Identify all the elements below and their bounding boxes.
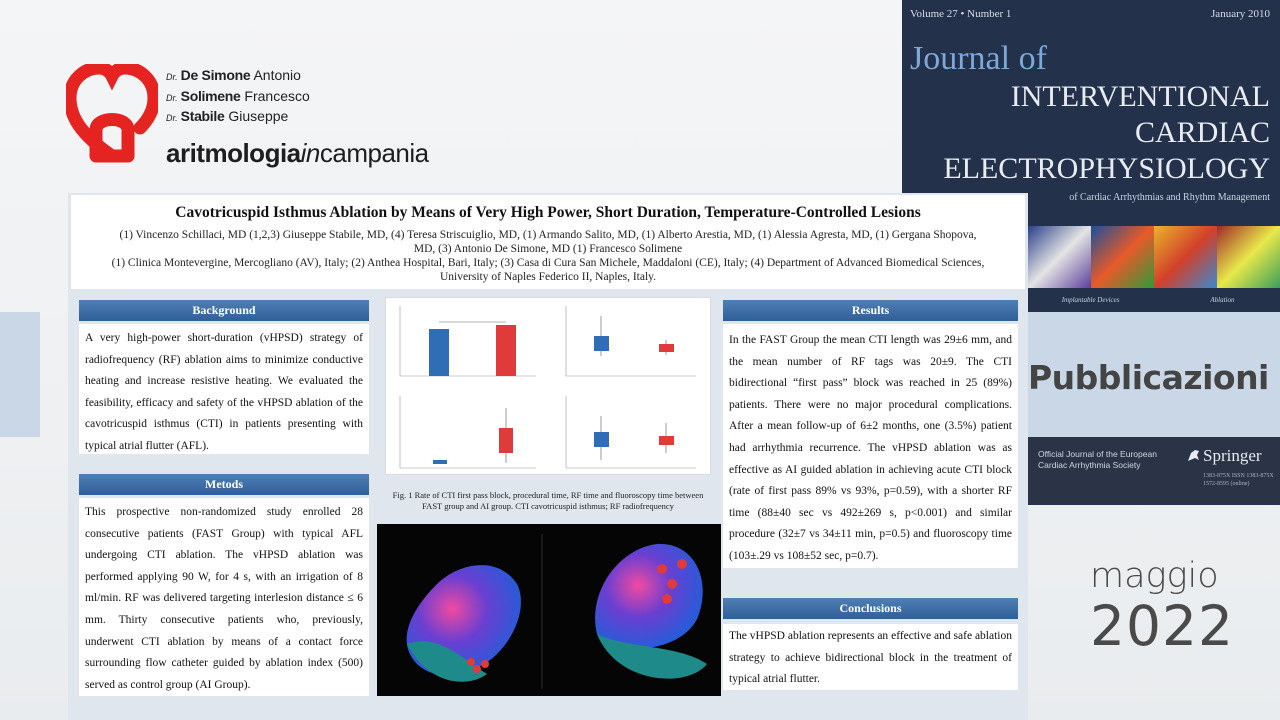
springer-banner (1028, 437, 1280, 505)
journal-date: January 2010 (1211, 8, 1270, 20)
poster-title: Cavotricuspid Isthmus Ablation by Means of Very High Power, Short Duration, Temperature-Controlled Lesions (175, 204, 921, 221)
poster-header (71, 195, 1025, 289)
aritmologia-logo (66, 62, 446, 172)
doctor-entry: Dr. De Simone Antonio (166, 67, 301, 83)
doctor-list (166, 66, 310, 128)
figure-caption: Fig. 1 Rate of CTI first pass block, procedural time, RF time and fluoroscopy time between FAST group and AI group. CTI cavotricuspid isthmus; RF radiofrequency (392, 490, 704, 511)
journal-title-line: ELECTROPHYSIOLOGY (943, 152, 1270, 185)
boxplot-fluoroscopy-time (566, 396, 696, 468)
cover-image-tile (1091, 226, 1154, 288)
boxplot-rf-time (400, 396, 536, 468)
poster-affiliations: (1) Clinica Montevergine, Mercogliano (AV), Italy; (2) Anthea Hospital, Bari, Italy; (3) Casa di Cura San Michele, Maddaloni (CE), Italy; (4) Department of Advanced Biomedical Sciences, University of Naples Federico II, Naples, Italy. (111, 257, 985, 283)
journal-of-label: Journal of (910, 40, 1047, 77)
cover-image-tile (1154, 226, 1217, 288)
journal-title-line: CARDIAC (1134, 116, 1270, 149)
figure-plots (386, 298, 712, 476)
cardiac-map-illustration (377, 524, 721, 696)
poster (68, 193, 1028, 720)
bar-ai-group (496, 325, 516, 376)
conclusions-heading: Conclusions (723, 598, 1018, 619)
electroanatomic-map-image (377, 524, 721, 696)
poster-authors: (1) Vincenzo Schillaci, MD (1,2,3) Giuseppe Stabile, MD, (4) Teresa Striscuiglio, MD, (1) Armando Salito, MD, (1) Alberto Arestia, MD, (1) Alessia Agresta, MD, (1) Gergana Shopova, MD, (3) Antonio De Simone, MD (1) Francesco Solimene (119, 229, 977, 255)
journal-subtitle: of Cardiac Arrhythmias and Rhythm Management (1069, 192, 1270, 203)
figure-panel (385, 297, 711, 475)
journal-title-line: INTERVENTIONAL (1010, 80, 1270, 113)
official-journal-label: Official Journal of the European Cardiac Arrhythmia Society (1038, 449, 1157, 470)
methods-text: This prospective non-randomized study enrolled 28 consecutive patients (FAST Group) with typical AFL undergoing CTI ablation. The vHPSD ablation was performed applying 90 W, for 4 s, with an irrigation of 8 ml/min. RF was delivered targeting interlesion distance ≤ 6 mm. Thirty consecutive patients who, previously, underwent CTI ablation by means of a contact force surrounding flow catheter guided by ablation index (500) served as control group (AI Group). (79, 498, 369, 696)
journal-categories: Implantable Devices Ablation (1061, 296, 1235, 304)
cover-image-tile (1028, 226, 1091, 288)
background-text: A very high-power short-duration (vHPSD) strategy of radiofrequency (RF) ablation aims to minimize conductive heating and increase resistive heating. We evaluated the feasibility, efficacy and safety of the vHPSD ablation of the cavotricuspid isthmus (CTI) in patients presenting with typical atrial flutter (AFL). (79, 324, 369, 454)
background-band-left (0, 312, 40, 437)
doctor-entry: Dr. Solimene Francesco (166, 87, 310, 104)
heart-logo-icon (66, 64, 158, 164)
bar-fast-group (429, 329, 449, 376)
doctor-entry: Dr. Stabile Giuseppe (166, 108, 289, 124)
year-label: 2022 (1090, 594, 1234, 658)
springer-horse-icon (1186, 447, 1202, 463)
results-text: In the FAST Group the mean CTI length was 29±6 mm, and the mean number of RF tags was 20±9. The CTI bidirectional “first pass” block was reached in 25 (89%) patients. There were no major procedural complications. After a mean follow-up of 6±2 months, one (3.5%) patient had arrhythmia recurrence. The vHPSD ablation was as effective as AI guided ablation in achieving acute CTI block (rate of first pass 89% vs 93%, p=0.59), with a shorter RF time (88±40 sec vs 492±269 s, p<0.001) and similar procedure (32±7 vs 34±11 min, p=0.5) and fluoroscopy time (103±.29 vs 108±52 sec, p=0.7). (723, 324, 1018, 568)
bar-plot-first-pass (400, 306, 536, 376)
boxplot-procedural-time (566, 306, 696, 376)
conclusions-text: The vHPSD ablation represents an effective and safe ablation strategy to achieve bidirectional block in the treatment of typical atrial flutter. (723, 624, 1018, 690)
cover-image-tile (1217, 226, 1280, 288)
month-label: maggio (1090, 556, 1219, 596)
brand-wordmark: aritmologiaincampania (166, 138, 429, 168)
methods-heading: Metods (79, 474, 369, 495)
issn-text: 1383-875X ISSN 1383-875X 1572-8595 (online) (1203, 473, 1274, 487)
journal-volume: Volume 27 • Number 1 (910, 8, 1012, 20)
background-heading: Background (79, 300, 369, 321)
springer-name: Springer (1203, 446, 1262, 465)
results-heading: Results (723, 300, 1018, 321)
section-heading: Pubblicazioni (1028, 358, 1269, 397)
